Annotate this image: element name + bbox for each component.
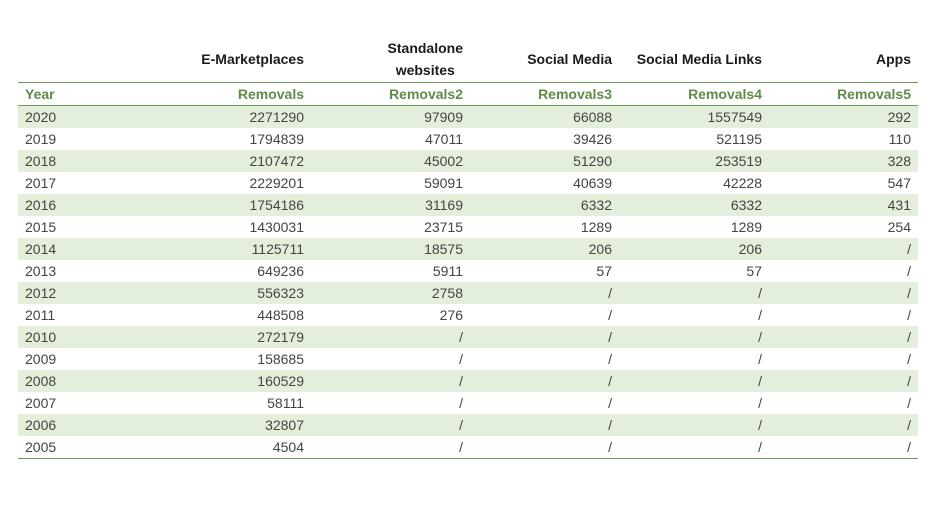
cell-removals5: 292 <box>887 109 911 125</box>
cell-year: 2020 <box>25 109 57 125</box>
cell-removals5: 254 <box>887 219 911 235</box>
cell-year: 2012 <box>25 285 57 301</box>
cell-removals: 4504 <box>272 439 304 455</box>
cell-year: 2005 <box>25 439 57 455</box>
header-apps: Apps <box>876 51 911 67</box>
table-row <box>18 304 918 326</box>
cell-removals2: 2758 <box>431 285 463 301</box>
cell-year: 2009 <box>25 351 57 367</box>
table-row <box>18 260 918 282</box>
cell-removals: 58111 <box>267 395 304 411</box>
cell-year: 2017 <box>25 175 57 191</box>
cell-removals2: / <box>459 417 463 433</box>
cell-year: 2011 <box>25 307 56 323</box>
subheader-removals4: Removals4 <box>688 86 762 102</box>
cell-removals5: / <box>907 241 911 257</box>
table-row <box>18 414 918 436</box>
cell-removals: 160529 <box>257 373 304 389</box>
cell-removals3: / <box>608 395 612 411</box>
cell-removals4: 1557549 <box>707 109 762 125</box>
cell-removals5: 328 <box>887 153 911 169</box>
cell-removals3: / <box>608 329 612 345</box>
cell-removals2: / <box>459 329 463 345</box>
cell-removals3: / <box>608 373 612 389</box>
table-row <box>18 128 918 150</box>
cell-removals4: 206 <box>738 241 762 257</box>
table-row <box>18 106 918 128</box>
cell-removals3: 40639 <box>573 175 612 191</box>
cell-removals2: / <box>459 373 463 389</box>
cell-removals3: / <box>608 351 612 367</box>
cell-year: 2006 <box>25 417 57 433</box>
cell-removals: 2107472 <box>249 153 304 169</box>
cell-removals: 32807 <box>265 417 304 433</box>
cell-removals5: / <box>907 351 911 367</box>
cell-removals3: 206 <box>588 241 612 257</box>
subheader-removals3: Removals3 <box>538 86 612 102</box>
cell-removals2: 59091 <box>424 175 463 191</box>
cell-removals3: 6332 <box>580 197 612 213</box>
cell-removals4: 57 <box>746 263 762 279</box>
sub-header-row <box>18 83 918 106</box>
cell-removals: 2271290 <box>249 109 304 125</box>
cell-year: 2015 <box>25 219 57 235</box>
cell-removals3: 39426 <box>573 131 612 147</box>
cell-removals5: / <box>907 395 911 411</box>
cell-removals3: 1289 <box>580 219 612 235</box>
cell-removals: 2229201 <box>249 175 304 191</box>
cell-removals5: 431 <box>887 197 911 213</box>
cell-year: 2016 <box>25 197 57 213</box>
cell-removals: 649236 <box>257 263 304 279</box>
header-standalone-websites <box>388 37 463 81</box>
cell-removals2: 45002 <box>424 153 463 169</box>
cell-removals: 1430031 <box>249 219 304 235</box>
subheader-removals2: Removals2 <box>389 86 463 102</box>
cell-year: 2010 <box>25 329 57 345</box>
table-row <box>18 370 918 392</box>
header-e-marketplaces: E-Marketplaces <box>201 51 304 67</box>
group-header-row <box>18 34 918 83</box>
table-row <box>18 436 918 459</box>
cell-removals5: / <box>907 417 911 433</box>
table-body <box>18 106 918 459</box>
cell-removals3: 57 <box>596 263 612 279</box>
cell-removals2: 97909 <box>424 109 463 125</box>
cell-removals4: / <box>758 351 762 367</box>
table-row <box>18 194 918 216</box>
cell-removals: 556323 <box>257 285 304 301</box>
cell-removals2: 23715 <box>424 219 463 235</box>
cell-removals3: / <box>608 417 612 433</box>
table-row <box>18 150 918 172</box>
cell-removals3: 66088 <box>573 109 612 125</box>
cell-removals: 1754186 <box>249 197 304 213</box>
cell-removals4: / <box>758 307 762 323</box>
cell-removals: 1794839 <box>249 131 304 147</box>
subheader-removals5: Removals5 <box>837 86 911 102</box>
cell-removals5: / <box>907 439 911 455</box>
cell-removals4: / <box>758 417 762 433</box>
cell-year: 2013 <box>25 263 57 279</box>
subheader-year: Year <box>25 86 55 102</box>
cell-removals4: / <box>758 373 762 389</box>
cell-removals3: / <box>608 307 612 323</box>
data-table <box>18 34 918 459</box>
subheader-removals: Removals <box>237 86 304 102</box>
cell-removals5: / <box>907 307 911 323</box>
cell-removals4: 42228 <box>723 175 762 191</box>
cell-removals5: / <box>907 285 911 301</box>
cell-removals4: / <box>758 329 762 345</box>
cell-removals3: / <box>608 439 612 455</box>
cell-removals2: 18575 <box>424 241 463 257</box>
cell-removals4: 521195 <box>716 131 762 147</box>
cell-removals2: / <box>459 395 463 411</box>
cell-removals4: 6332 <box>730 197 762 213</box>
cell-removals: 272179 <box>257 329 304 345</box>
table-row <box>18 282 918 304</box>
cell-year: 2019 <box>25 131 57 147</box>
cell-removals5: 547 <box>887 175 911 191</box>
table-row <box>18 172 918 194</box>
cell-removals4: / <box>758 439 762 455</box>
cell-removals2: / <box>459 351 463 367</box>
cell-removals5: / <box>907 263 911 279</box>
cell-removals4: / <box>758 395 762 411</box>
cell-removals2: 47011 <box>425 131 463 147</box>
table-row <box>18 326 918 348</box>
cell-year: 2018 <box>25 153 57 169</box>
cell-removals5: 110 <box>888 131 911 147</box>
cell-removals5: / <box>907 373 911 389</box>
cell-removals: 1125711 <box>251 241 304 257</box>
cell-removals: 448508 <box>257 307 304 323</box>
cell-removals3: 51290 <box>573 153 612 169</box>
cell-removals4: / <box>758 285 762 301</box>
cell-year: 2008 <box>25 373 57 389</box>
header-social-media-links: Social Media Links <box>636 51 762 67</box>
cell-removals2: / <box>459 439 463 455</box>
cell-year: 2007 <box>25 395 57 411</box>
header-social-media: Social Media <box>527 51 612 67</box>
table-row <box>18 392 918 414</box>
cell-removals: 158685 <box>257 351 304 367</box>
cell-removals4: 1289 <box>730 219 762 235</box>
header-standalone-line1: Standalone <box>387 40 463 56</box>
cell-removals5: / <box>907 329 911 345</box>
table-row <box>18 348 918 370</box>
table-row <box>18 238 918 260</box>
table-row <box>18 216 918 238</box>
cell-year: 2014 <box>25 241 57 257</box>
cell-removals2: 5911 <box>432 263 463 279</box>
cell-removals2: 276 <box>439 307 463 323</box>
cell-removals2: 31169 <box>425 197 463 213</box>
header-standalone-line2: websites <box>395 62 455 78</box>
cell-removals4: 253519 <box>715 153 762 169</box>
cell-removals3: / <box>608 285 612 301</box>
